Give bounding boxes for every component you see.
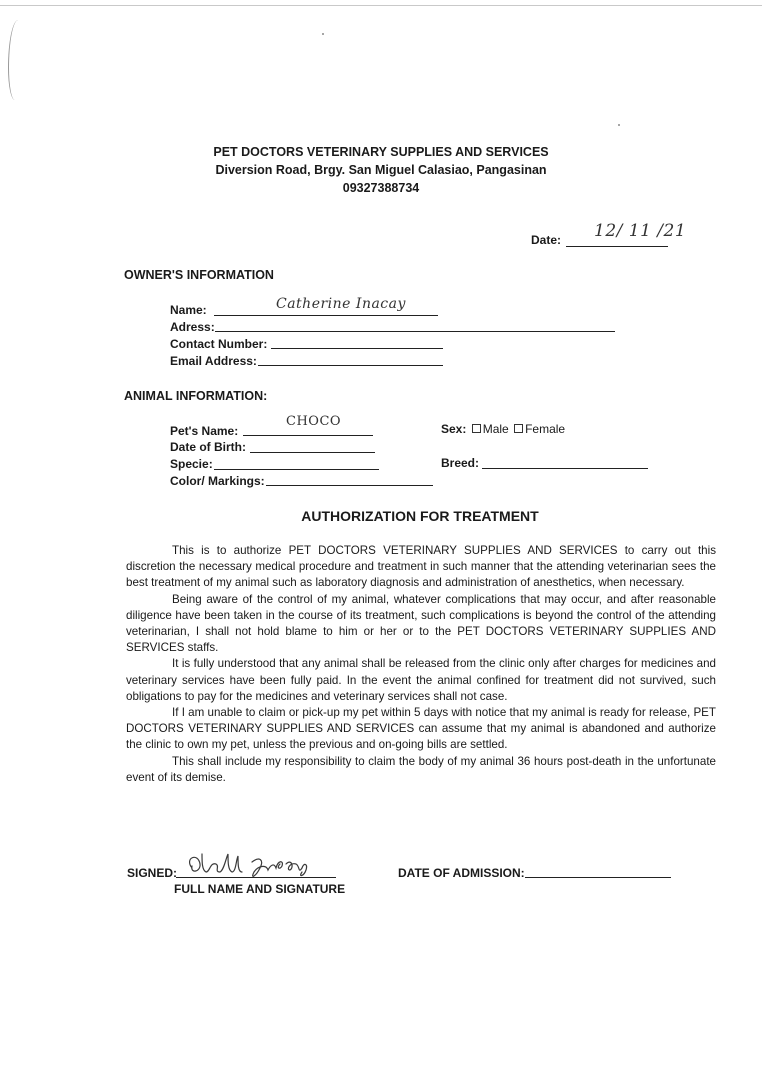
pet-color-line (266, 485, 433, 486)
business-phone: 09327388734 (342, 181, 420, 195)
authorization-paragraph: This shall include my responsibility to claim the body of my animal 36 hours post-death in the unfortunate event of its demise. (126, 754, 716, 784)
animal-section-title: ANIMAL INFORMATION: (124, 389, 268, 403)
pet-color-label: Color/ Markings: (170, 474, 265, 488)
pet-sex-field (441, 422, 565, 436)
authorization-paragraph: If I am unable to claim or pick-up my pet within 5 days with notice that my animal is ready for release, PET DOCTORS VETERINARY SUPPLIES AND SERVICES can assume that my animal is abandoned and authorize the clinic to own my pet, unless the previous and on-going bills are settled. (126, 706, 716, 752)
pet-specie-line (214, 469, 379, 470)
pet-dob-line (250, 452, 375, 453)
owner-email-line (258, 365, 443, 366)
owner-name-label: Name: (170, 303, 207, 317)
owner-contact-line (271, 348, 443, 349)
owner-email-label: Email Address: (170, 354, 257, 368)
admission-date-line (525, 877, 671, 878)
owner-address-label: Adress: (170, 320, 215, 334)
date-handwritten: 12/ 11 /21 (594, 221, 687, 241)
scan-edge-line (0, 5, 762, 6)
date-line (566, 246, 668, 247)
sex-female-checkbox[interactable] (514, 424, 523, 433)
pet-name-label: Pet's Name: (170, 424, 239, 438)
owner-name-handwritten: Catherine Inacay (276, 296, 406, 312)
business-name: PET DOCTORS VETERINARY SUPPLIES AND SERVICES (213, 145, 549, 159)
handwritten-signature (180, 850, 330, 882)
authorization-paragraph: It is fully understood that any animal shall be released from the clinic only after charges for medicines and veterinary services have been fully paid. In the event the animal confined for treatment did not survived, such obligations to pay for the medicines and veterinary services shall not case. (126, 657, 716, 703)
business-address: Diversion Road, Brgy. San Miguel Calasiao, Pangasinan (215, 163, 547, 177)
pet-breed-label: Breed: (441, 456, 480, 470)
sex-male-label: Male (482, 422, 509, 436)
owner-section-title: OWNER'S INFORMATION (124, 268, 274, 282)
sex-female-label: Female (525, 422, 566, 436)
signed-label: SIGNED: (127, 866, 178, 880)
owner-address-line (215, 331, 615, 332)
pet-name-line (243, 435, 373, 436)
pet-specie-label: Specie: (170, 457, 213, 471)
authorization-paragraph: This is to authorize PET DOCTORS VETERINARY SUPPLIES AND SERVICES to carry out this discretion the necessary medical procedure and treatment in such manner that the attending veterinarian sees the best treatment of my animal such as laboratory diagnosis and administration of anesthetics, when necessary. (126, 544, 716, 590)
pet-sex-label: Sex: (441, 422, 467, 436)
owner-name-line (214, 315, 438, 316)
owner-contact-label: Contact Number: (170, 337, 268, 351)
signed-caption: FULL NAME AND SIGNATURE (174, 882, 346, 896)
date-label: Date: (531, 233, 562, 247)
scan-edge-mark (8, 20, 25, 100)
authorization-body (126, 543, 716, 786)
authorization-title: AUTHORIZATION FOR TREATMENT (301, 508, 539, 524)
pet-dob-label: Date of Birth: (170, 440, 246, 454)
admission-date-label: DATE OF ADMISSION: (398, 866, 525, 880)
authorization-paragraph: Being aware of the control of my animal, whatever complications that may occur, and after reasonable diligence have been taken in the course of its treatment, such complications is beyond the control of the attending veterinarian, I shall not hold blame to him or her or to the PET DOCTORS VETERINARY SUPPLIES AND SERVICES staffs. (126, 592, 716, 655)
sex-male-checkbox[interactable] (472, 424, 481, 433)
scan-speck (322, 33, 324, 35)
pet-name-handwritten: CHOCO (286, 414, 342, 429)
scan-speck (618, 124, 620, 126)
pet-breed-line (482, 468, 648, 469)
